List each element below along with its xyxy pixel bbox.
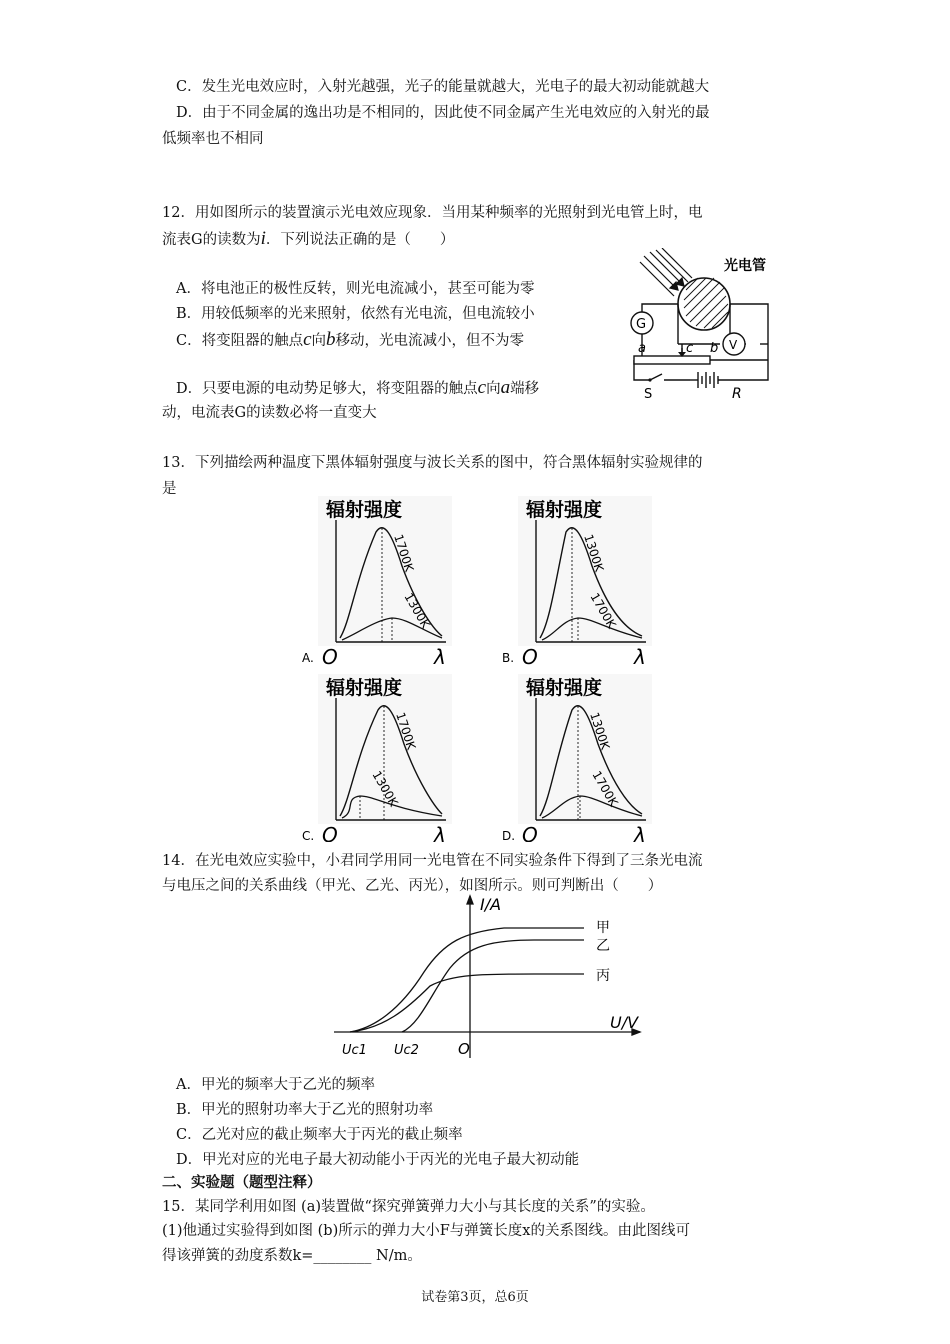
lambda-label: λ xyxy=(434,823,446,842)
q12-optd-text-3: 端移 xyxy=(510,381,540,397)
graph-option-3 xyxy=(302,674,452,842)
switch-icon xyxy=(650,374,662,380)
q14-option-d: D．甲光对应的光电子最大初动能小于丙光的光电子最大初动能 xyxy=(176,1152,580,1168)
top-curve-label: 1300K xyxy=(581,532,607,574)
bottom-curve-label: 1700K xyxy=(589,768,621,809)
label-yi: 乙 xyxy=(596,938,610,954)
light-rays-icon xyxy=(640,248,692,296)
q12-optc-text: C．将变阻器的触点 xyxy=(176,333,304,349)
bottom-curve-label: 1300K xyxy=(369,768,401,809)
voltmeter-label: V xyxy=(729,338,738,352)
curve-bing xyxy=(350,974,584,1032)
phototube-label: 光电管 xyxy=(724,258,766,274)
origin-label: O xyxy=(458,1040,470,1058)
q12-optc-var-b: b xyxy=(326,329,336,350)
terminal-a-label: a xyxy=(638,341,646,356)
q12-optd-text-2: 向 xyxy=(486,381,501,397)
y-axis-label: I/A xyxy=(480,895,502,914)
q11-option-d-line2: 低频率也不相同 xyxy=(162,131,264,147)
q15-part1-line1: (1)他通过实验得到如图 (b)所示的弹力大小F与弹簧长度x的关系图线。由此图线可 xyxy=(162,1223,690,1239)
graph-option-1 xyxy=(302,496,452,669)
q14-option-c: C．乙光对应的截止频率大于丙光的截止频率 xyxy=(176,1127,463,1143)
photocell-circuit-figure xyxy=(620,248,780,408)
galvanometer-label: G xyxy=(636,317,647,332)
top-curve-label: 1300K xyxy=(587,710,613,752)
top-curve-label: 1700K xyxy=(393,710,419,752)
label-jia: 甲 xyxy=(596,920,610,936)
q12-option-d-line1 xyxy=(176,377,539,400)
graph-option-4 xyxy=(502,674,652,842)
switch-label: S xyxy=(644,387,653,402)
page-footer: 试卷第3页，总6页 xyxy=(421,1290,529,1305)
iv-curves-figure xyxy=(334,892,644,1064)
q12-optd-var-a: a xyxy=(500,377,511,398)
graph-title: 辐射强度 xyxy=(326,677,403,699)
q12-optd-var-c: c xyxy=(477,377,487,398)
option-label: C. xyxy=(302,829,315,842)
q12-option-b: B．用较低频率的光来照射，依然有光电流，但电流较小 xyxy=(176,306,535,322)
q12-optc-var-c: c xyxy=(303,329,312,350)
q15-stem: 15．某同学利用如图 (a)装置做“探究弹簧弹力大小与其长度的关系”的实验。 xyxy=(162,1199,655,1215)
origin-label: O xyxy=(322,645,338,669)
origin-label: O xyxy=(322,823,338,842)
label-bing: 丙 xyxy=(596,968,610,984)
lambda-label: λ xyxy=(634,645,646,669)
bottom-curve-label: 1300K xyxy=(401,590,433,631)
q12-var-i: i xyxy=(260,228,266,249)
q12-option-c xyxy=(176,329,524,352)
q12-option-d-line2: 动，电流表G的读数必将一直变大 xyxy=(162,405,377,421)
phototube-icon xyxy=(678,278,730,330)
lambda-label: λ xyxy=(434,645,446,669)
section-heading: 二、实验题（题型注释） xyxy=(162,1174,322,1191)
contact-c-label: c xyxy=(686,341,694,356)
q11-option-c: C．发生光电效应时，入射光越强，光子的能量就越大，光电子的最大初动能就越大 xyxy=(176,79,710,95)
lambda-label: λ xyxy=(634,823,646,842)
q13-stem-line1: 13．下列描绘两种温度下黑体辐射强度与波长关系的图中，符合黑体辐射实验规律的 xyxy=(162,455,703,471)
blackbody-graphs-figure xyxy=(296,492,656,842)
origin-label: O xyxy=(522,645,538,669)
q13-stem-line2: 是 xyxy=(162,481,177,497)
bottom-curve-label: 1700K xyxy=(587,590,619,631)
q15-part1-line2: 得该弹簧的劲度系数k=________ N/m。 xyxy=(162,1248,422,1264)
graph-title: 辐射强度 xyxy=(526,677,603,699)
origin-label: O xyxy=(522,823,538,842)
q12-stem-text: 流表G的读数为 xyxy=(162,232,261,248)
q12-optc-text-3: 移动，光电流减小，但不为零 xyxy=(335,333,525,349)
top-curve-label: 1700K xyxy=(391,532,417,574)
q12-option-a: A．将电池正的极性反转，则光电流减小，甚至可能为零 xyxy=(176,281,535,297)
graph-title: 辐射强度 xyxy=(326,499,403,521)
q11-option-d-line1: D．由于不同金属的逸出功是不相同的，因此使不同金属产生光电效应的入射光的最 xyxy=(176,105,710,121)
graph-title: 辐射强度 xyxy=(526,499,603,521)
option-label: D. xyxy=(502,829,516,842)
uc2-label: Uc2 xyxy=(394,1043,419,1058)
rheostat-icon xyxy=(634,356,710,364)
terminal-b-label: b xyxy=(710,341,719,356)
option-label: A. xyxy=(302,651,314,665)
q14-option-b: B．甲光的照射功率大于乙光的照射功率 xyxy=(176,1102,434,1118)
q14-stem-line1: 14．在光电效应实验中，小君同学用同一光电管在不同实验条件下得到了三条光电流 xyxy=(162,853,703,869)
q12-optd-text: D．只要电源的电动势足够大，将变阻器的触点 xyxy=(176,381,478,397)
curve-jia xyxy=(350,928,584,1032)
q14-option-a: A．甲光的频率大于乙光的频率 xyxy=(176,1077,375,1093)
x-axis-label: U/V xyxy=(610,1013,639,1032)
uc1-label: Uc1 xyxy=(342,1043,367,1058)
q12-optc-text-2: 向 xyxy=(311,333,327,349)
q14-stem-line2: 与电压之间的关系曲线（甲光、乙光、丙光），如图所示。则可判断出（ ） xyxy=(162,878,663,894)
graph-option-2 xyxy=(502,496,652,669)
resistor-label: R xyxy=(732,386,742,402)
option-label: B. xyxy=(502,651,515,665)
q12-stem-line2 xyxy=(162,228,454,251)
q12-stem-text-2: ．下列说法正确的是（ ） xyxy=(265,232,455,248)
q12-stem-line1: 12．用如图所示的装置演示光电效应现象．当用某种频率的光照射到光电管上时，电 xyxy=(162,205,703,221)
